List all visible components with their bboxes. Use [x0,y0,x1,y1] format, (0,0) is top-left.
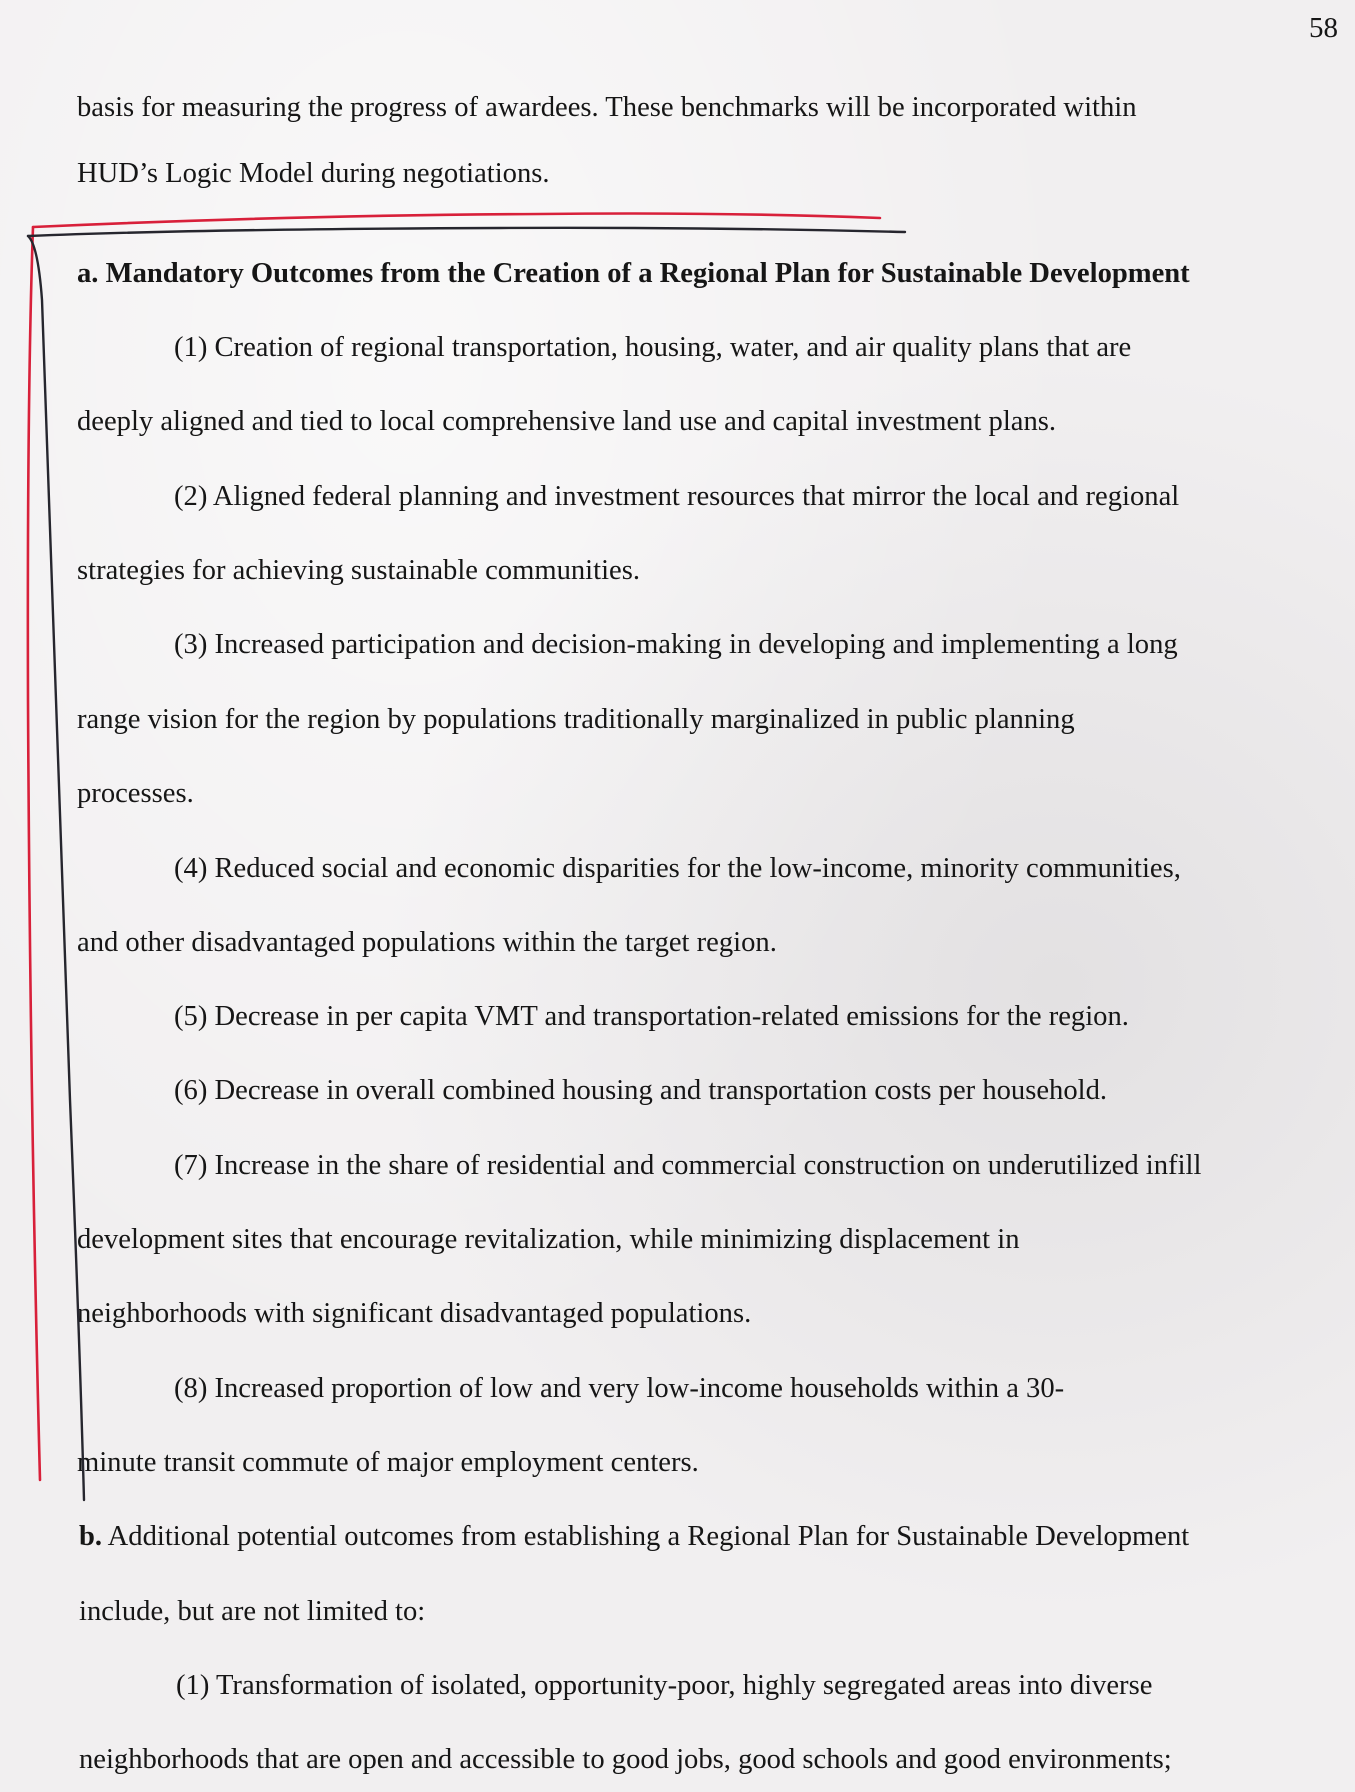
text-line: neighborhoods that are open and accessible to good jobs, good schools and good environments; [79,1744,1172,1775]
red-pen-bracket [28,227,40,1480]
outcome-item-5: (5) Decrease in per capita VMT and transportation-related emissions for the region. [174,1001,1129,1032]
outcome-item-2: (2) Aligned federal planning and investment resources that mirror the local and regional [174,481,1180,512]
text-line: and other disadvantaged populations within the target region. [77,927,777,958]
outcome-item-1: (1) Creation of regional transportation, housing, water, and air quality plans that are [174,332,1132,363]
text-line: processes. [77,778,194,809]
outcome-item-4: (4) Reduced social and economic disparities for the low-income, minority communities, [174,853,1181,884]
text-line: basis for measuring the progress of awardees. These benchmarks will be incorporated within [77,92,1137,123]
section-b-heading [79,1519,1189,1555]
text-line: strategies for achieving sustainable communities. [77,555,640,586]
section-a-heading: a. Mandatory Outcomes from the Creation of a Regional Plan for Sustainable Development [77,258,1190,289]
red-pen-underline [33,214,880,228]
outcome-item-7: (7) Increase in the share of residential and commercial construction on underutilized infill [174,1150,1202,1181]
outcome-item-6: (6) Decrease in overall combined housing and transportation costs per household. [174,1075,1108,1106]
text-line: deeply aligned and tied to local comprehensive land use and capital investment plans. [77,406,1057,437]
text-line: range vision for the region by populations traditionally marginalized in public planning [77,704,1075,735]
black-pen-bracket [28,236,84,1500]
section-b-label: b. [79,1521,103,1552]
text-line: HUD’s Logic Model during negotiations. [77,158,550,189]
section-b-text: Additional potential outcomes from establishing a Regional Plan for Sustainable Development [102,1521,1190,1552]
additional-item-1: (1) Transformation of isolated, opportunity-poor, highly segregated areas into diverse [176,1670,1153,1701]
text-line: development sites that encourage revitalization, while minimizing displacement in [77,1224,1020,1255]
text-line: neighborhoods with significant disadvantaged populations. [77,1298,752,1329]
page-number: 58 [1309,12,1338,44]
black-pen-top [28,228,905,236]
text-line: minute transit commute of major employment centers. [77,1447,699,1478]
text-line: include, but are not limited to: [79,1596,426,1627]
outcome-item-3: (3) Increased participation and decision-making in developing and implementing a long [174,629,1178,660]
outcome-item-8: (8) Increased proportion of low and very low-income households within a 30- [174,1373,1065,1404]
